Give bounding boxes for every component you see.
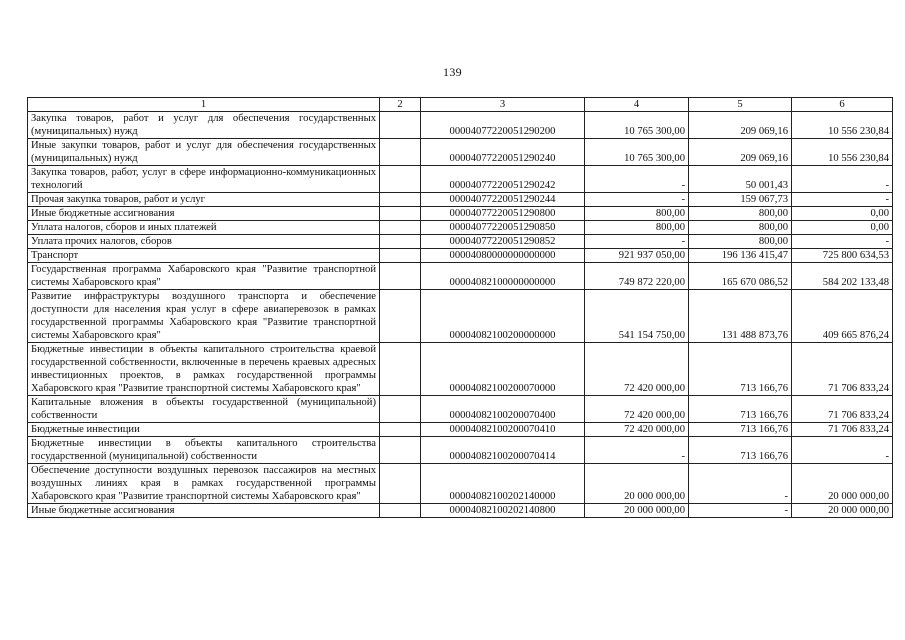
item-name: Уплата налогов, сборов и иных платежей (28, 221, 380, 235)
table-row (28, 193, 893, 207)
amount-col-6: 71 706 833,24 (792, 396, 893, 423)
amount-col-6: 20 000 000,00 (792, 504, 893, 518)
amount-col-5: 800,00 (689, 207, 792, 221)
amount-col-6: 409 665 876,24 (792, 290, 893, 343)
amount-col-5: 713 166,76 (689, 437, 792, 464)
amount-col-4: - (585, 235, 689, 249)
item-name: Транспорт (28, 249, 380, 263)
item-name: Закупка товаров, работ, услуг в сфере информационно-коммуникационных технологий (28, 166, 380, 193)
table-row (28, 504, 893, 518)
amount-col-6: 71 706 833,24 (792, 343, 893, 396)
table-row (28, 207, 893, 221)
amount-col-4: 20 000 000,00 (585, 504, 689, 518)
column-header: 2 (380, 98, 421, 112)
table-row (28, 221, 893, 235)
amount-col-6: - (792, 193, 893, 207)
item-name: Закупка товаров, работ и услуг для обеспечения государственных (муниципальных) нужд (28, 112, 380, 139)
amount-col-4: 10 765 300,00 (585, 139, 689, 166)
column-header: 6 (792, 98, 893, 112)
budget-code: 00004082100200070000 (421, 343, 585, 396)
amount-col-6: 20 000 000,00 (792, 464, 893, 504)
column-2-cell (380, 423, 421, 437)
amount-col-6: - (792, 235, 893, 249)
item-name: Бюджетные инвестиции в объекты капитального строительства краевой государственной собственности, включенные в перечень краевых адресных инвестиционных проектов, в рамках государственной программы Хабаровского края "Развитие транспортной системы Хабаровского края" (28, 343, 380, 396)
item-name: Иные бюджетные ассигнования (28, 207, 380, 221)
column-2-cell (380, 235, 421, 249)
item-name: Капитальные вложения в объекты государственной (муниципальной) собственности (28, 396, 380, 423)
column-header: 5 (689, 98, 792, 112)
amount-col-6: - (792, 166, 893, 193)
amount-col-4: 20 000 000,00 (585, 464, 689, 504)
item-name: Обеспечение доступности воздушных перевозок пассажиров на местных воздушных линиях края в рамках государственной программы Хабаровского края "Развитие транспортной системы Хабаровского края" (28, 464, 380, 504)
budget-code: 00004082100000000000 (421, 263, 585, 290)
amount-col-5: 800,00 (689, 221, 792, 235)
amount-col-6: 71 706 833,24 (792, 423, 893, 437)
item-name: Бюджетные инвестиции (28, 423, 380, 437)
amount-col-6: - (792, 437, 893, 464)
table-row (28, 437, 893, 464)
table-row (28, 464, 893, 504)
amount-col-5: - (689, 464, 792, 504)
budget-code: 00004077220051290200 (421, 112, 585, 139)
budget-code: 00004077220051290800 (421, 207, 585, 221)
budget-code: 00004082100202140800 (421, 504, 585, 518)
amount-col-5: 713 166,76 (689, 343, 792, 396)
amount-col-4: - (585, 437, 689, 464)
table-row (28, 235, 893, 249)
budget-code: 00004077220051290244 (421, 193, 585, 207)
budget-code: 00004082100200000000 (421, 290, 585, 343)
amount-col-6: 0,00 (792, 207, 893, 221)
amount-col-5: 196 136 415,47 (689, 249, 792, 263)
amount-col-6: 10 556 230,84 (792, 139, 893, 166)
item-name: Иные бюджетные ассигнования (28, 504, 380, 518)
budget-table (27, 97, 893, 518)
column-2-cell (380, 290, 421, 343)
amount-col-5: 713 166,76 (689, 396, 792, 423)
column-2-cell (380, 396, 421, 423)
column-2-cell (380, 249, 421, 263)
amount-col-5: 165 670 086,52 (689, 263, 792, 290)
amount-col-6: 10 556 230,84 (792, 112, 893, 139)
budget-code: 00004077220051290242 (421, 166, 585, 193)
column-2-cell (380, 207, 421, 221)
column-2-cell (380, 343, 421, 396)
table-row (28, 396, 893, 423)
column-2-cell (380, 464, 421, 504)
item-name: Бюджетные инвестиции в объекты капитального строительства государственной (муниципальной) собственности (28, 437, 380, 464)
column-2-cell (380, 263, 421, 290)
item-name: Прочая закупка товаров, работ и услуг (28, 193, 380, 207)
amount-col-4: 72 420 000,00 (585, 343, 689, 396)
amount-col-4: 72 420 000,00 (585, 423, 689, 437)
amount-col-4: 541 154 750,00 (585, 290, 689, 343)
table-row (28, 290, 893, 343)
column-header: 3 (421, 98, 585, 112)
page-number: 139 (443, 65, 462, 79)
amount-col-5: 800,00 (689, 235, 792, 249)
amount-col-4: 10 765 300,00 (585, 112, 689, 139)
item-name: Иные закупки товаров, работ и услуг для обеспечения государственных (муниципальных) нужд (28, 139, 380, 166)
table-row (28, 343, 893, 396)
amount-col-6: 0,00 (792, 221, 893, 235)
amount-col-4: - (585, 193, 689, 207)
table-row (28, 166, 893, 193)
budget-code: 00004077220051290852 (421, 235, 585, 249)
table-row (28, 263, 893, 290)
amount-col-4: 921 937 050,00 (585, 249, 689, 263)
table-row (28, 423, 893, 437)
column-2-cell (380, 193, 421, 207)
table-row (28, 112, 893, 139)
budget-code: 00004082100200070400 (421, 396, 585, 423)
column-2-cell (380, 139, 421, 166)
table-row (28, 249, 893, 263)
amount-col-4: - (585, 166, 689, 193)
amount-col-4: 800,00 (585, 221, 689, 235)
amount-col-5: 209 069,16 (689, 139, 792, 166)
column-header: 4 (585, 98, 689, 112)
amount-col-4: 800,00 (585, 207, 689, 221)
budget-code: 00004082100200070414 (421, 437, 585, 464)
table-row (28, 139, 893, 166)
item-name: Уплата прочих налогов, сборов (28, 235, 380, 249)
amount-col-6: 584 202 133,48 (792, 263, 893, 290)
column-2-cell (380, 221, 421, 235)
budget-code: 00004077220051290240 (421, 139, 585, 166)
column-2-cell (380, 112, 421, 139)
amount-col-5: - (689, 504, 792, 518)
amount-col-4: 749 872 220,00 (585, 263, 689, 290)
item-name: Государственная программа Хабаровского края "Развитие транспортной системы Хабаровского края" (28, 263, 380, 290)
budget-code: 00004082100202140000 (421, 464, 585, 504)
amount-col-4: 72 420 000,00 (585, 396, 689, 423)
table-header-row (28, 98, 893, 112)
column-2-cell (380, 504, 421, 518)
column-2-cell (380, 437, 421, 464)
column-header: 1 (28, 98, 380, 112)
amount-col-5: 50 001,43 (689, 166, 792, 193)
amount-col-5: 713 166,76 (689, 423, 792, 437)
amount-col-5: 131 488 873,76 (689, 290, 792, 343)
amount-col-5: 159 067,73 (689, 193, 792, 207)
amount-col-6: 725 800 634,53 (792, 249, 893, 263)
budget-code: 00004082100200070410 (421, 423, 585, 437)
item-name: Развитие инфраструктуры воздушного транспорта и обеспечение доступности для населения края услуг в сфере авиаперевозок в рамках государственной программы Хабаровского края "Развитие транспортной системы Хабаровского края" (28, 290, 380, 343)
budget-code: 00004077220051290850 (421, 221, 585, 235)
column-2-cell (380, 166, 421, 193)
amount-col-5: 209 069,16 (689, 112, 792, 139)
budget-code: 00004080000000000000 (421, 249, 585, 263)
